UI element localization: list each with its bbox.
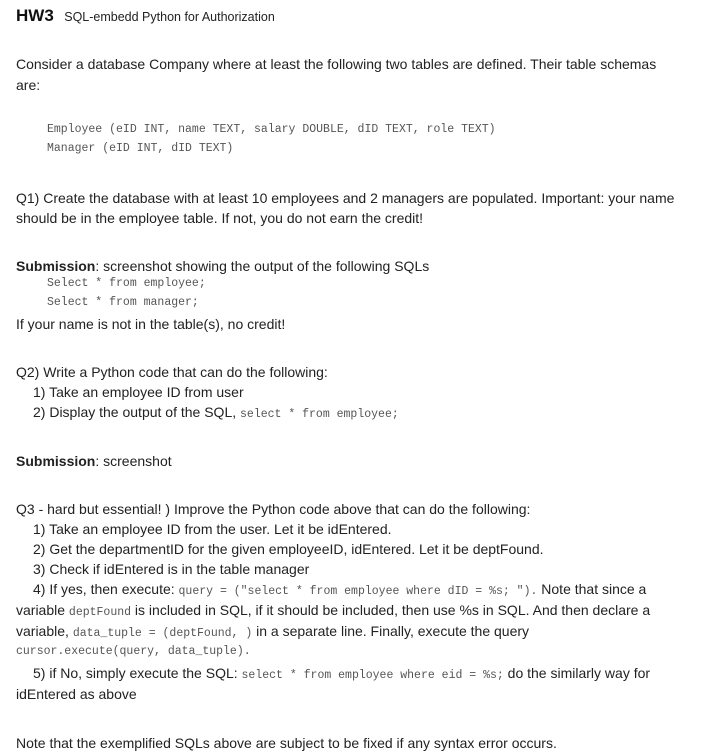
q3-tuple-code: data_tuple = (deptFound, ) [72,627,253,640]
submission-text: : screenshot [95,453,172,469]
schema-employee: Employee (eID INT, name TEXT, salary DOUBLE, dID TEXT, role TEXT) [47,123,496,136]
q3-tuple-line [16,622,529,643]
q3-step-5-line-2: idEntered as above [16,686,137,702]
submission-1-note: If your name is not in the table(s), no credit! [16,316,286,332]
q3-step-5 [33,664,650,685]
q1-line-1: Q1) Create the database with at least 10 employees and 2 managers are populated. Important: your name [16,190,675,206]
q3-step-4-code: query = ("select * from employee where dID = %s; "). [178,585,538,598]
q3-step-5-text: 5) if No, simply execute the SQL: [33,665,242,681]
q3-step-3: 3) Check if idEntered is in the table manager [33,561,310,577]
q3-variable-suffix: is included in SQL, if it should be included, then use %s in SQL. And then declare a [131,602,651,618]
q2-step-2 [33,403,399,424]
q3-step-2: 2) Get the departmentID for the given employeeID, idEntered. Let it be deptFound. [33,541,544,557]
submission-text: : screenshot showing the output of the following SQLs [95,258,430,274]
q2-line-1: Q2) Write a Python code that can do the following: [16,364,328,380]
footer-note: Note that the exemplified SQLs above are subject to be fixed if any syntax error occurs. [16,735,557,751]
q3-step-5-code: select * from employee where eid = %s; [241,669,504,682]
q3-step-5-suffix: do the similarly way for [503,665,651,681]
q3-variable-line [16,601,650,622]
submission-1 [16,257,429,275]
hw-title: HW3 [16,6,54,25]
intro-line-2: are: [16,77,41,93]
q1-line-2: should be in the employee table. If not, you do not earn the credit! [16,210,424,226]
q3-step-1: 1) Take an employee ID from the user. Let it be idEntered. [33,521,392,537]
sql-select-manager: Select * from manager; [47,296,199,309]
q3-line-1: Q3 - hard but essential! ) Improve the Python code above that can do the following: [16,501,531,517]
q3-execute-code: cursor.execute(query, data_tuple). [16,645,251,658]
intro-line-1: Consider a database Company where at least the following two tables are defined. Their table schemas [16,56,657,72]
submission-2 [16,452,172,470]
schema-manager: Manager (eID INT, dID TEXT) [47,142,234,155]
submission-label: Submission [16,453,96,469]
submission-label: Submission [16,258,96,274]
q3-step-4-text: 4) If yes, then execute: [33,581,179,597]
q2-step-1: 1) Take an employee ID from user [33,384,244,400]
q3-tuple-suffix: in a separate line. Finally, execute the query [252,623,530,639]
q3-variable-prefix: variable [16,602,69,618]
q3-tuple-prefix: variable, [16,623,73,639]
q3-variable-code: deptFound [68,606,132,619]
q3-step-4 [33,580,646,601]
q2-step-2-text: 2) Display the output of the SQL, [33,404,241,420]
sql-select-employee: Select * from employee; [47,277,206,290]
q2-step-2-code: select * from employee; [240,408,399,421]
q3-step-4-suffix: Note that since a [537,581,647,597]
header [16,6,275,26]
hw-subtitle: SQL-embedd Python for Authorization [64,10,275,24]
